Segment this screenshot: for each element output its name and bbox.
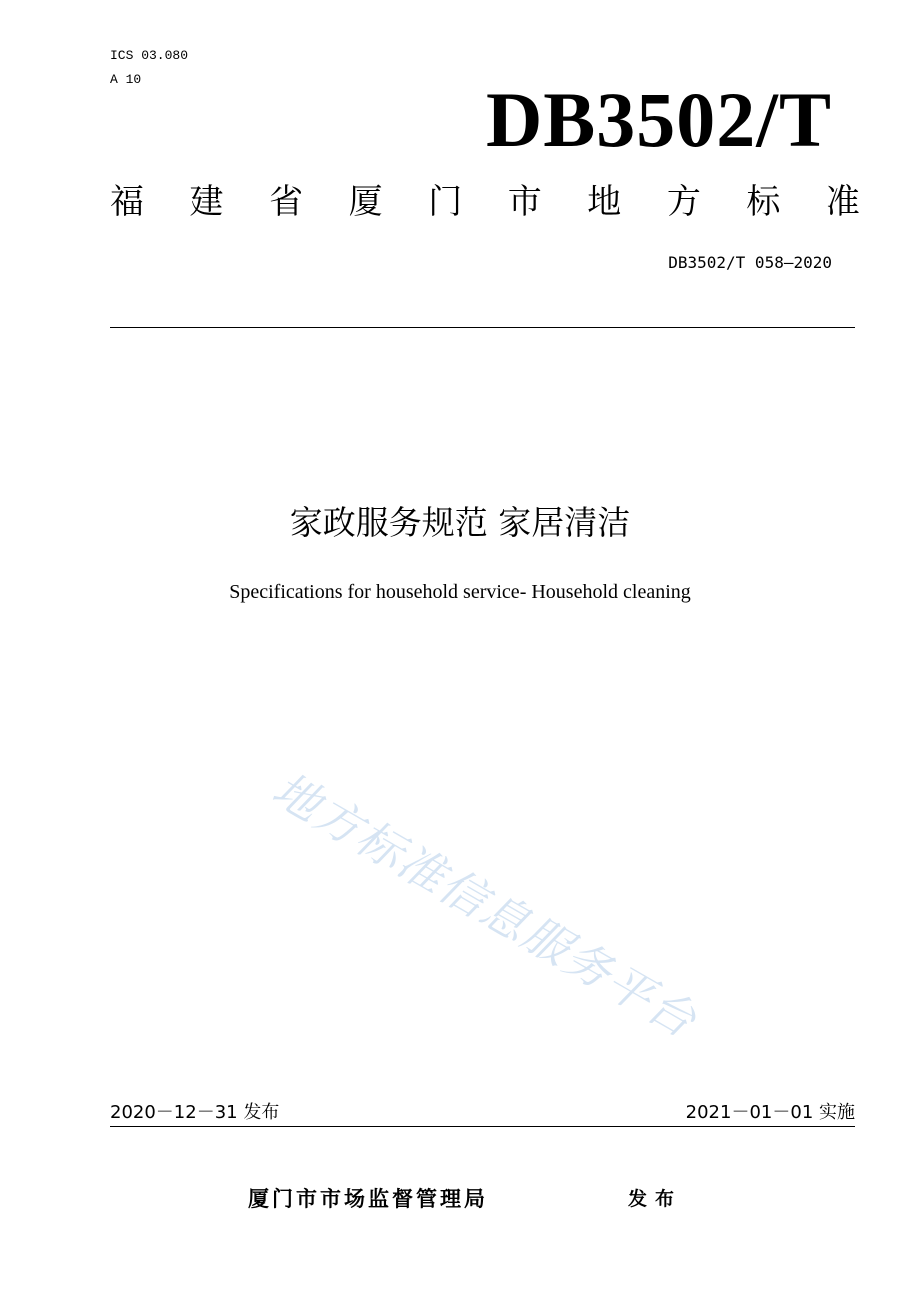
english-title: Specifications for household service- Household cleaning xyxy=(229,581,691,603)
top-divider xyxy=(110,327,855,328)
chinese-title: 家政服务规范 家居清洁 xyxy=(289,503,631,542)
implementation-date: 2021－01－01 实施 xyxy=(685,1102,855,1123)
category-char: 门 xyxy=(428,182,463,222)
issue-label: 发布 xyxy=(628,1188,683,1210)
category-char: 建 xyxy=(189,182,224,222)
bottom-divider xyxy=(110,1126,855,1127)
category-char: 地 xyxy=(587,182,622,222)
category-char: 标 xyxy=(746,182,781,222)
standard-code: DB3502/T xyxy=(485,76,832,163)
category-char: 方 xyxy=(666,182,701,222)
category-char: 省 xyxy=(269,182,304,222)
category-char: 厦 xyxy=(348,182,383,222)
category-char: 准 xyxy=(825,182,860,222)
category-char: 福 xyxy=(110,182,144,222)
standard-category xyxy=(110,180,860,224)
watermark: 地方标准信息服务平台 xyxy=(263,761,707,1049)
issuing-authority: 厦门市市场监督管理局 xyxy=(248,1187,488,1211)
classification-code: A 10 xyxy=(110,72,142,87)
standard-number: DB3502/T 058—2020 xyxy=(668,253,832,272)
issue-date: 2020－12－31 发布 xyxy=(110,1102,280,1123)
category-char: 市 xyxy=(507,182,542,222)
ics-code: ICS 03.080 xyxy=(110,48,189,63)
